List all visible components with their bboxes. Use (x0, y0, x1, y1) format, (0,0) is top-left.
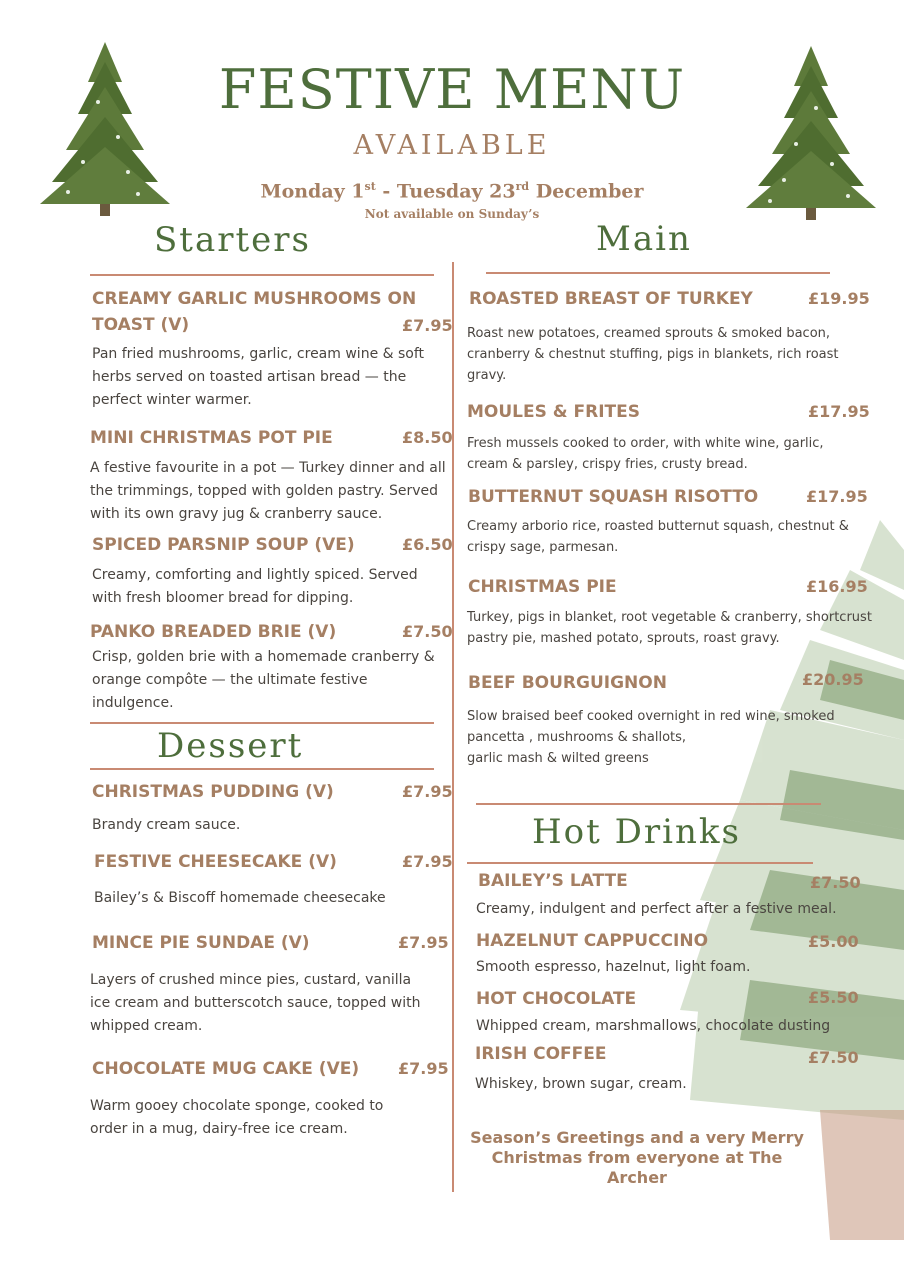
menu-item-price: £5.50 (808, 988, 859, 1007)
menu-item-description: Layers of crushed mince pies, custard, vanilla ice cream and butterscotch sauce, topped with whipped cream. (90, 972, 421, 1034)
seasons-greeting: Season’s Greetings and a very Merry Christmas from everyone at The Archer (470, 1128, 804, 1187)
menu-item-price: £7.95 (402, 852, 453, 871)
section-divider (90, 722, 434, 724)
menu-item-description: Brandy cream sauce. (92, 817, 241, 833)
menu-item-description: A festive favourite in a pot — Turkey dinner and all the trimmings, topped with golden pastry. Served with its own gravy jug & cranberry sauce. (90, 460, 446, 522)
menu-item-price: £20.95 (802, 670, 864, 689)
menu-item-price: £7.95 (398, 1059, 449, 1078)
menu-item-name: MOULES & FRITES (467, 402, 641, 422)
menu-item-name: HAZELNUT CAPPUCCINO (476, 931, 709, 951)
menu-item-description: Creamy, comforting and lightly spiced. Served with fresh bloomer bread for dipping. (92, 567, 418, 606)
menu-item-name: FESTIVE CHEESECAKE (V) (94, 852, 337, 872)
menu-item-price: £6.50 (402, 535, 453, 554)
menu-item-name: CHRISTMAS PUDDING (V) (92, 782, 334, 802)
section-divider (467, 862, 813, 864)
menu-item-description: Roast new potatoes, creamed sprouts & smoked bacon, cranberry & chestnut stuffing, pigs in blankets, rich roast gravy. (467, 326, 839, 383)
menu-item-price: £8.50 (402, 428, 453, 447)
menu-item-price: £17.95 (806, 487, 868, 506)
menu-item-name: MINI CHRISTMAS POT PIE (90, 428, 333, 448)
menu-item-price: £5.00 (808, 932, 859, 951)
menu-item-description: Warm gooey chocolate sponge, cooked to order in a mug, dairy-free ice cream. (90, 1098, 384, 1137)
availability-dates: Monday 1st - Tuesday 23rd December (260, 180, 644, 203)
menu-item-description: Slow braised beef cooked overnight in red wine, smoked pancetta , mushrooms & shallots, garlic mash & wilted greens (467, 709, 835, 766)
menu-item-description: Fresh mussels cooked to order, with white wine, garlic, cream & parsley, crispy fries, crusty bread. (467, 436, 824, 472)
menu-item-description: Crisp, golden brie with a homemade cranberry & orange compôte — the ultimate festive indulgence. (92, 649, 435, 711)
menu-item-price: £7.50 (402, 622, 453, 641)
menu-item-price: £7.95 (402, 316, 453, 335)
section-divider (90, 274, 434, 276)
menu-item-price: £7.50 (810, 873, 861, 892)
main-heading: Main (596, 219, 692, 259)
section-divider (486, 272, 830, 274)
menu-item-name: CHRISTMAS PIE (468, 577, 617, 597)
menu-item-price: £17.95 (808, 402, 870, 421)
menu-item-description: Pan fried mushrooms, garlic, cream wine & soft herbs served on toasted artisan bread — the perfect winter warmer. (92, 346, 425, 408)
menu-item-name: HOT CHOCOLATE (476, 989, 637, 1009)
menu-item-name: BEEF BOURGUIGNON (468, 673, 667, 693)
menu-item-price: £19.95 (808, 289, 870, 308)
menu-item-name: MINCE PIE SUNDAE (V) (92, 933, 310, 953)
menu-item-description: Whipped cream, marshmallows, chocolate dusting (476, 1018, 831, 1034)
menu-title: FESTIVE MENU (218, 58, 686, 121)
menu-item-price: £16.95 (806, 577, 868, 596)
menu-item-price: £7.95 (402, 782, 453, 801)
menu-item-description: Smooth espresso, hazelnut, light foam. (476, 959, 751, 975)
menu-subtitle: AVAILABLE (353, 130, 551, 161)
menu-item-price: £7.95 (398, 933, 449, 952)
menu-item-name: CHOCOLATE MUG CAKE (VE) (92, 1059, 360, 1079)
menu-item-name: IRISH COFFEE (475, 1044, 607, 1064)
menu-item-description: Turkey, pigs in blanket, root vegetable & cranberry, shortcrust pastry pie, mashed potato, sprouts, roast gravy. (467, 610, 872, 646)
menu-item-name: SPICED PARSNIP SOUP (VE) (92, 535, 355, 555)
section-divider (476, 803, 821, 805)
starters-heading: Starters (154, 220, 311, 260)
hot-drinks-heading: Hot Drinks (532, 812, 741, 852)
menu-item-name: BUTTERNUT SQUASH RISOTTO (468, 487, 759, 507)
availability-note: Not available on Sunday’s (364, 207, 540, 221)
menu-item-name: PANKO BREADED BRIE (V) (90, 622, 337, 642)
column-divider (452, 262, 454, 1192)
menu-item-description: Creamy arborio rice, roasted butternut squash, chestnut & crispy sage, parmesan. (467, 519, 849, 555)
menu-item-description: Bailey’s & Biscoff homemade cheesecake (94, 890, 386, 906)
menu-item-price: £7.50 (808, 1048, 859, 1067)
menu-item-name: ROASTED BREAST OF TURKEY (469, 289, 753, 309)
menu-item-description: Creamy, indulgent and perfect after a festive meal. (476, 901, 837, 917)
menu-item-name: CREAMY GARLIC MUSHROOMS ON TOAST (V) (92, 289, 417, 335)
section-divider (90, 768, 434, 770)
menu-item-description: Whiskey, brown sugar, cream. (475, 1076, 687, 1092)
dessert-heading: Dessert (157, 726, 304, 766)
menu-item-name: BAILEY’S LATTE (478, 871, 628, 891)
